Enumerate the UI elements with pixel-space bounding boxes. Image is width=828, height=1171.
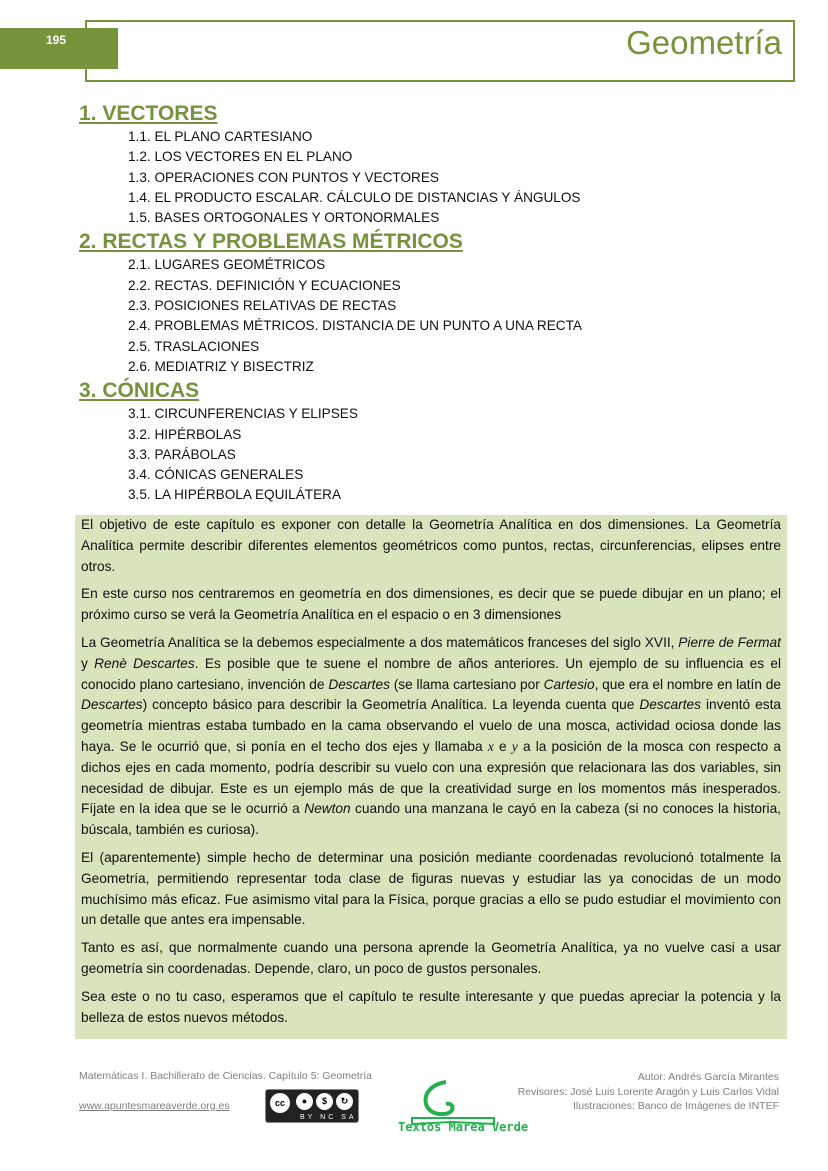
intro-paragraph <box>81 584 781 626</box>
footer-website-link[interactable]: www.apuntesmareaverde.org.es <box>79 1100 230 1112</box>
intro-paragraph <box>81 987 781 1029</box>
nc-icon: $ <box>316 1093 333 1110</box>
paragraph-text: El objetivo de este capítulo es exponer con detalle la Geometría Analítica en dos dimensiones. La Geometría Analítica permite describir diferentes elementos geométricos como puntos, rectas, circunferencias, elipses entre otros. <box>81 517 781 574</box>
footer-illustrations: Ilustraciones: Banco de Imágenes de INTEF <box>572 1100 779 1112</box>
emphasis-text: y <box>511 738 518 754</box>
toc-item: 1.4. EL PRODUCTO ESCALAR. CÁLCULO DE DISTANCIAS Y ÁNGULOS <box>128 189 581 205</box>
toc-item: 2.5. TRASLACIONES <box>128 338 260 354</box>
introduction-box <box>75 515 787 1039</box>
toc-item: 3.4. CÓNICAS GENERALES <box>128 467 304 483</box>
cc-icon: cc <box>270 1093 290 1113</box>
toc-item: 3.2. HIPÉRBOLAS <box>128 426 242 442</box>
paragraph-text: e <box>493 738 512 754</box>
toc-item: 2.4. PROBLEMAS MÉTRICOS. DISTANCIA DE UN PUNTO A UNA RECTA <box>128 318 582 334</box>
paragraph-text: a la posición de la mosca con respecto a dichos ejes en cada momento, podría describir su vuelo con una expresión que relacionara las dos variables, sin necesidad de dibujar. Este es un ejemplo más de que la creatividad surge en los momentos más inesperados. Fíjate en la idea que se le ocurrió a <box>81 738 781 817</box>
toc-item: 3.3. PARÁBOLAS <box>128 446 236 462</box>
emphasis-text: Descartes <box>81 697 143 713</box>
logo-text: Textos Marea Verde <box>398 1120 529 1134</box>
footer-reviewers: Revisores: José Luis Lorente Aragón y Luis Carlos Vidal <box>517 1085 779 1098</box>
toc-item: 3.5. LA HIPÉRBOLA EQUILÁTERA <box>128 487 342 503</box>
footer-author: Autor: Andrés García Mirantes <box>637 1071 779 1083</box>
paragraph-text: ) concepto básico para describir la Geometría Analítica. La leyenda cuenta que <box>142 697 640 713</box>
paragraph-text: La Geometría Analítica se la debemos especialmente a dos matemáticos franceses del siglo XVII, <box>81 634 679 650</box>
sa-icon: ↻ <box>336 1093 353 1110</box>
toc-section-heading: 3. CÓNICAS <box>79 379 200 403</box>
footer-credits <box>518 1070 779 1114</box>
license-label: BY NC SA <box>300 1114 357 1121</box>
paragraph-text: . Es posible que te suene el nombre de años anteriores. Un ejemplo de su influencia es el conocido plano cartesiano, invención de <box>81 655 781 692</box>
intro-paragraph <box>81 848 781 931</box>
paragraph-text: (se llama cartesiano por <box>389 676 544 692</box>
toc-section-heading: 2. RECTAS Y PROBLEMAS MÉTRICOS <box>79 230 463 254</box>
page-number: 195 <box>46 33 67 47</box>
toc-item: 3.1. CIRCUNFERENCIAS Y ELIPSES <box>128 406 358 422</box>
toc-item: 1.3. OPERACIONES CON PUNTOS Y VECTORES <box>128 169 439 185</box>
paragraph-text: y <box>81 655 95 671</box>
table-of-contents <box>79 100 779 506</box>
emphasis-text: Descartes <box>639 697 701 713</box>
paragraph-text: inventó esta geometría mientras estaba tumbado en la cama observando el vuelo de una mosca, actividad ociosa donde las haya. Se le ocurrió que, si ponía en el techo dos ejes y llamaba <box>81 697 781 754</box>
by-icon: ● <box>296 1093 313 1110</box>
toc-item: 2.2. RECTAS. DEFINICIÓN Y ECUACIONES <box>128 277 401 293</box>
toc-item: 2.1. LUGARES GEOMÉTRICOS <box>128 257 326 273</box>
toc-section-heading: 1. VECTORES <box>79 102 218 125</box>
intro-paragraph <box>81 515 781 577</box>
toc-item: 2.3. POSICIONES RELATIVAS DE RECTAS <box>128 298 397 314</box>
paragraph-text: Sea este o no tu caso, esperamos que el capítulo te resulte interesante y que puedas apreciar la potencia y la belleza de estos nuevos métodos. <box>81 988 781 1025</box>
emphasis-text: Newton <box>304 801 351 817</box>
emphasis-text: x <box>487 738 494 754</box>
intro-paragraph <box>81 938 781 980</box>
toc-item: 2.6. MEDIATRIZ Y BISECTRIZ <box>128 358 314 374</box>
toc-item: 1.2. LOS VECTORES EN EL PLANO <box>128 149 353 165</box>
cc-license-badge <box>265 1089 359 1123</box>
paragraph-text: , que era el nombre en latín de <box>594 676 782 692</box>
paragraph-text: Tanto es así, que normalmente cuando una persona aprende la Geometría Analítica, ya no vuelve casi a usar geometría sin coordenadas. Depende, claro, un poco de gustos personales. <box>81 940 781 976</box>
emphasis-text: Pierre de Fermat <box>678 634 781 650</box>
emphasis-text: Descartes <box>328 676 390 692</box>
paragraph-text: El (aparentemente) simple hecho de determinar una posición mediante coordenadas revolucionó totalmente la Geometría, permitiendo representar toda clase de figuras nuevas y estudiar las ya conocidas de un modo muchísimo más eficaz. Fue asimismo vital para la Física, porque gracias a ello se pudo estudiar el movimiento con un detalle que antes era impensable. <box>81 849 781 928</box>
footer-book: Matemáticas I. Bachillerato de Ciencias. Capítulo 5: Geometría <box>79 1070 372 1082</box>
toc-item: 1.5. BASES ORTOGONALES Y ORTONORMALES <box>128 210 440 226</box>
emphasis-text: Renè Descartes <box>94 655 195 671</box>
intro-paragraph <box>81 633 781 841</box>
paragraph-text: cuando una manzana le cayó en la cabeza (si no conoces la historia, búscala, también es curiosa). <box>81 801 781 838</box>
toc-item: 1.1. EL PLANO CARTESIANO <box>128 129 313 144</box>
emphasis-text: Cartesio <box>543 676 595 692</box>
chapter-title: Geometría <box>626 24 782 61</box>
paragraph-text: En este curso nos centraremos en geometría en dos dimensiones, es decir que se puede dibujar en un plano; el próximo curso se verá la Geometría Analítica en el espacio o en 3 dimensiones <box>81 586 781 623</box>
